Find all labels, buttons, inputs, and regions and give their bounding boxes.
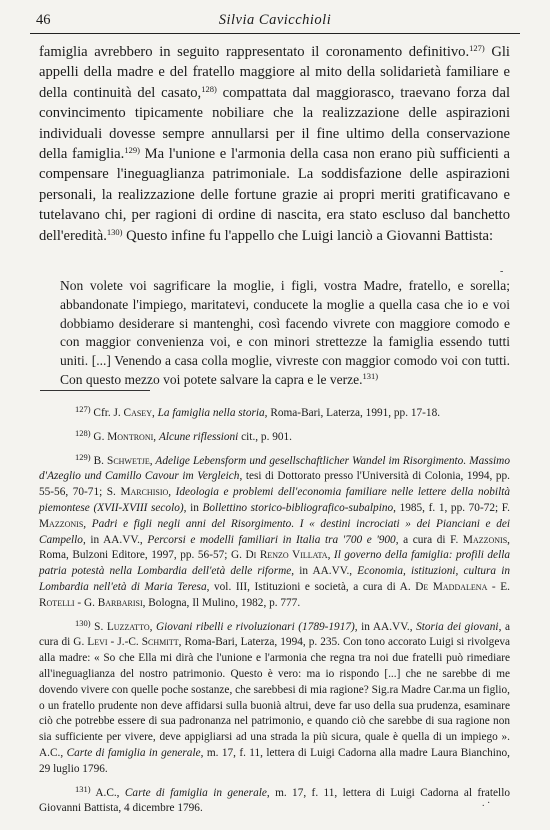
footnote-ref-128: 128) — [201, 83, 217, 94]
work-title: Economia, istituzioni, cultura in Lombardia nell'età di Maria Teresa — [39, 565, 510, 593]
page-number: 46 — [36, 12, 51, 28]
footnote-number: 131) — [75, 783, 91, 794]
running-head: Silvia Cavicchioli — [218, 12, 332, 28]
work-title: Carte di famiglia in generale — [124, 786, 267, 799]
footnote-separator — [40, 390, 150, 391]
footnote-129 — [39, 450, 510, 612]
body-text-5: Questo infine fu l'appello che Luigi lanciò a Giovanni Battista: — [122, 227, 494, 244]
author-name: Schwetje — [107, 454, 150, 467]
work-title: , Il governo della famiglia: profili della patria potestà nella Lombardia dell'età delle riforme — [39, 549, 510, 578]
page-header — [30, 11, 520, 34]
footnote-text: , m. 17, f. 11, lettera di Luigi Cadorna al fratello Giovanni Battista, 4 dicembre 1796. — [39, 786, 510, 815]
footnote-ref-129: 129) — [124, 145, 140, 156]
author-name: Mazzonis — [462, 533, 508, 546]
quote-text: Non volete voi sagrificare la moglie, i figli, vostra Madre, fratello, e sorella; abbandonate l'impiego, maritatevi, conducete la moglie a quella casa che io e voi dobbiamo desiderare si mantenghi, così facendo vivrete con maggiore comodo e con maggior convenienza voi, e con minori strettezze la famiglia essendo tutti uniti. [...] Venendo a casa colla moglie, vivreste con maggior comodo voi con tutti. Con questo mezzo voi potete salvare la capra e le verze. — [60, 278, 510, 387]
footnote-text: , m. 17, f. 11, lettera di Luigi Cadorna alla madre Laura Bianchino, 29 luglio 1796. — [39, 746, 510, 775]
footnote-text: , 1985, f. 1, pp. 70-72; F. — [393, 501, 510, 514]
author-name: Montroni — [107, 430, 154, 443]
author-name: Mazzonis — [39, 517, 84, 530]
work-title: Storia dei giovani — [416, 620, 499, 633]
footnote-text: , a cura di G. — [39, 620, 510, 649]
work-title: , Ideologia e problemi dell'economia familiare nelle lettere della nobiltà piemontese (XVII-XVIII secolo) — [39, 486, 510, 514]
footnote-text: B. — [90, 454, 108, 467]
work-title: Alcune riflessioni — [158, 430, 239, 443]
footnote-131 — [39, 782, 510, 818]
main-paragraph — [39, 42, 510, 246]
footnote-ref-130: 130) — [106, 226, 123, 237]
body-text-4: Ma l'unione e l'armonia della casa non erano più sufficienti a compensare l'ineguaglianza patrimoniale. La soddisfazione delle aspirazioni personali, la realizzazione delle fortune grazie ai propri meriti gratificavano e tutelavano chi, per ragioni di ordine di nascita, era stato escluso dal banchetto dell'eredità. — [39, 146, 511, 244]
footnote-number: 127) — [75, 404, 91, 414]
work-title: Carte di famiglia in generale — [66, 746, 201, 759]
author-name: Rotelli — [39, 596, 75, 609]
footnote-text: , Roma-Bari, Laterza, 1994, p. 235. Con tono accorato Luigi si rivolgeva alla madre: « So che Ella mi dirà che l'unione e l'armonia che regna tra noi due fratelli può rimediare all'ineguaglianza del nostro patrimonio. Questo è vero: ma io rispondo [...] che ne sarebbe di me dovendo vivere con quelle poche sostanze, che sarebbesi di mia ragione? Sig.ra Madre Car.ma un figlio, o un fratello prudente non deve affidarsi sulla buonià altrui, deve far uso della sua prudenza, esaminare ciò che potrebbe essere di sua padronanza nel patrimonio, e quando ciò che sarebbe di sua ragione non sia sufficiente per vivere, deve appigliarsi ad una strada la più sicura, quale è quella di un impiego ». A.C., — [39, 636, 510, 759]
footnote-text: , in AA.VV., — [291, 565, 358, 578]
author-name: Di Renzo Villata — [245, 549, 328, 562]
footnote-text: cit., p. 901. — [238, 430, 292, 443]
work-title: , Giovani ribelli e rivoluzionari (1789-1917) — [149, 620, 355, 633]
footnotes — [39, 402, 510, 821]
footnote-ref-131: 131) — [362, 370, 379, 381]
footnote-text: - J.-C. — [107, 636, 142, 649]
footnote-128 — [39, 426, 510, 446]
footnote-text: , in AA.VV., — [354, 620, 417, 633]
footnote-text: , a cura di F. — [395, 533, 463, 546]
work-title: La famiglia nella storia — [157, 407, 265, 419]
footnote-number: 128) — [75, 427, 91, 438]
author-name: Schmitt — [141, 636, 179, 649]
footnote-text: , vol. III, Istituzioni e società, a cura di A. — [206, 580, 416, 593]
footnote-text: , in AA.VV., — [82, 533, 148, 546]
body-text-3: compattata dal maggiorasco, traevano forza dal convincimento tipicamente nobiliare che la realizzazione delle aspirazioni individuali dovesse sempre annullarsi per il fine ultimo della conservazione della famiglia. — [39, 84, 510, 163]
footnote-text: G. — [90, 430, 108, 443]
block-quote — [60, 277, 510, 390]
footnote-text: , tesi di Dottorato presso l'Università di Colonia, 1994, pp. 55-56, 70-71; S. — [39, 470, 510, 499]
footnote-text: - E. — [487, 580, 510, 593]
footnote-text: S. — [90, 620, 107, 633]
stray-mark: . · — [482, 798, 491, 809]
author-name: Luzzatto — [106, 620, 150, 633]
work-title: Percorsi e modelli familiari in Italia tra '700 e '900 — [147, 533, 396, 546]
footnote-text: A.C., — [90, 786, 125, 799]
stray-mark: - — [500, 266, 504, 277]
footnote-text: , Bologna, Il Mulino, 1982, p. 777. — [142, 596, 301, 609]
footnote-text: , Roma, Bulzoni Editore, 1997, pp. 56-57; G. — [39, 533, 510, 562]
footnote-text: Cfr. J. — [90, 407, 124, 419]
footnote-127 — [39, 402, 510, 422]
author-name: Barbarisi — [97, 596, 143, 609]
body-text-2: Gli appelli della madre e del fratello maggiore al mito della solidarietà familiare e della continuità del casato, — [39, 44, 510, 101]
author-name: Levi — [87, 636, 108, 649]
footnote-number: 129) — [75, 451, 91, 462]
author-name: Marchisio — [120, 486, 169, 499]
footnote-130 — [39, 616, 510, 778]
footnote-number: 130) — [75, 617, 91, 628]
work-title: , Padri e figli negli anni del Risorgimento. I « destini incrociati » dei Pianciani e dei Campello — [39, 517, 510, 546]
footnote-text: , in — [183, 501, 203, 514]
footnote-text: , — [153, 430, 159, 443]
footnote-text: , Roma-Bari, Laterza, 1991, pp. 17-18. — [264, 407, 441, 419]
footnote-text: , — [151, 407, 158, 419]
footnote-ref-127: 127) — [469, 43, 485, 53]
work-title: , Adelige Lebensform und gesellschaftlicher Wandel im Risorgimento. Massimo d'Azeglio und Camillo Cavour im Vergleich — [39, 454, 510, 483]
work-title: Bollettino storico-bibliografico-subalpino — [202, 501, 394, 514]
footnote-text: - G. — [74, 596, 98, 609]
body-text-1: famiglia avrebbero in seguito rappresentato il coronamento definitivo. — [39, 44, 470, 60]
author-name: Casey — [123, 407, 152, 419]
author-name: De Maddalena — [415, 580, 488, 593]
